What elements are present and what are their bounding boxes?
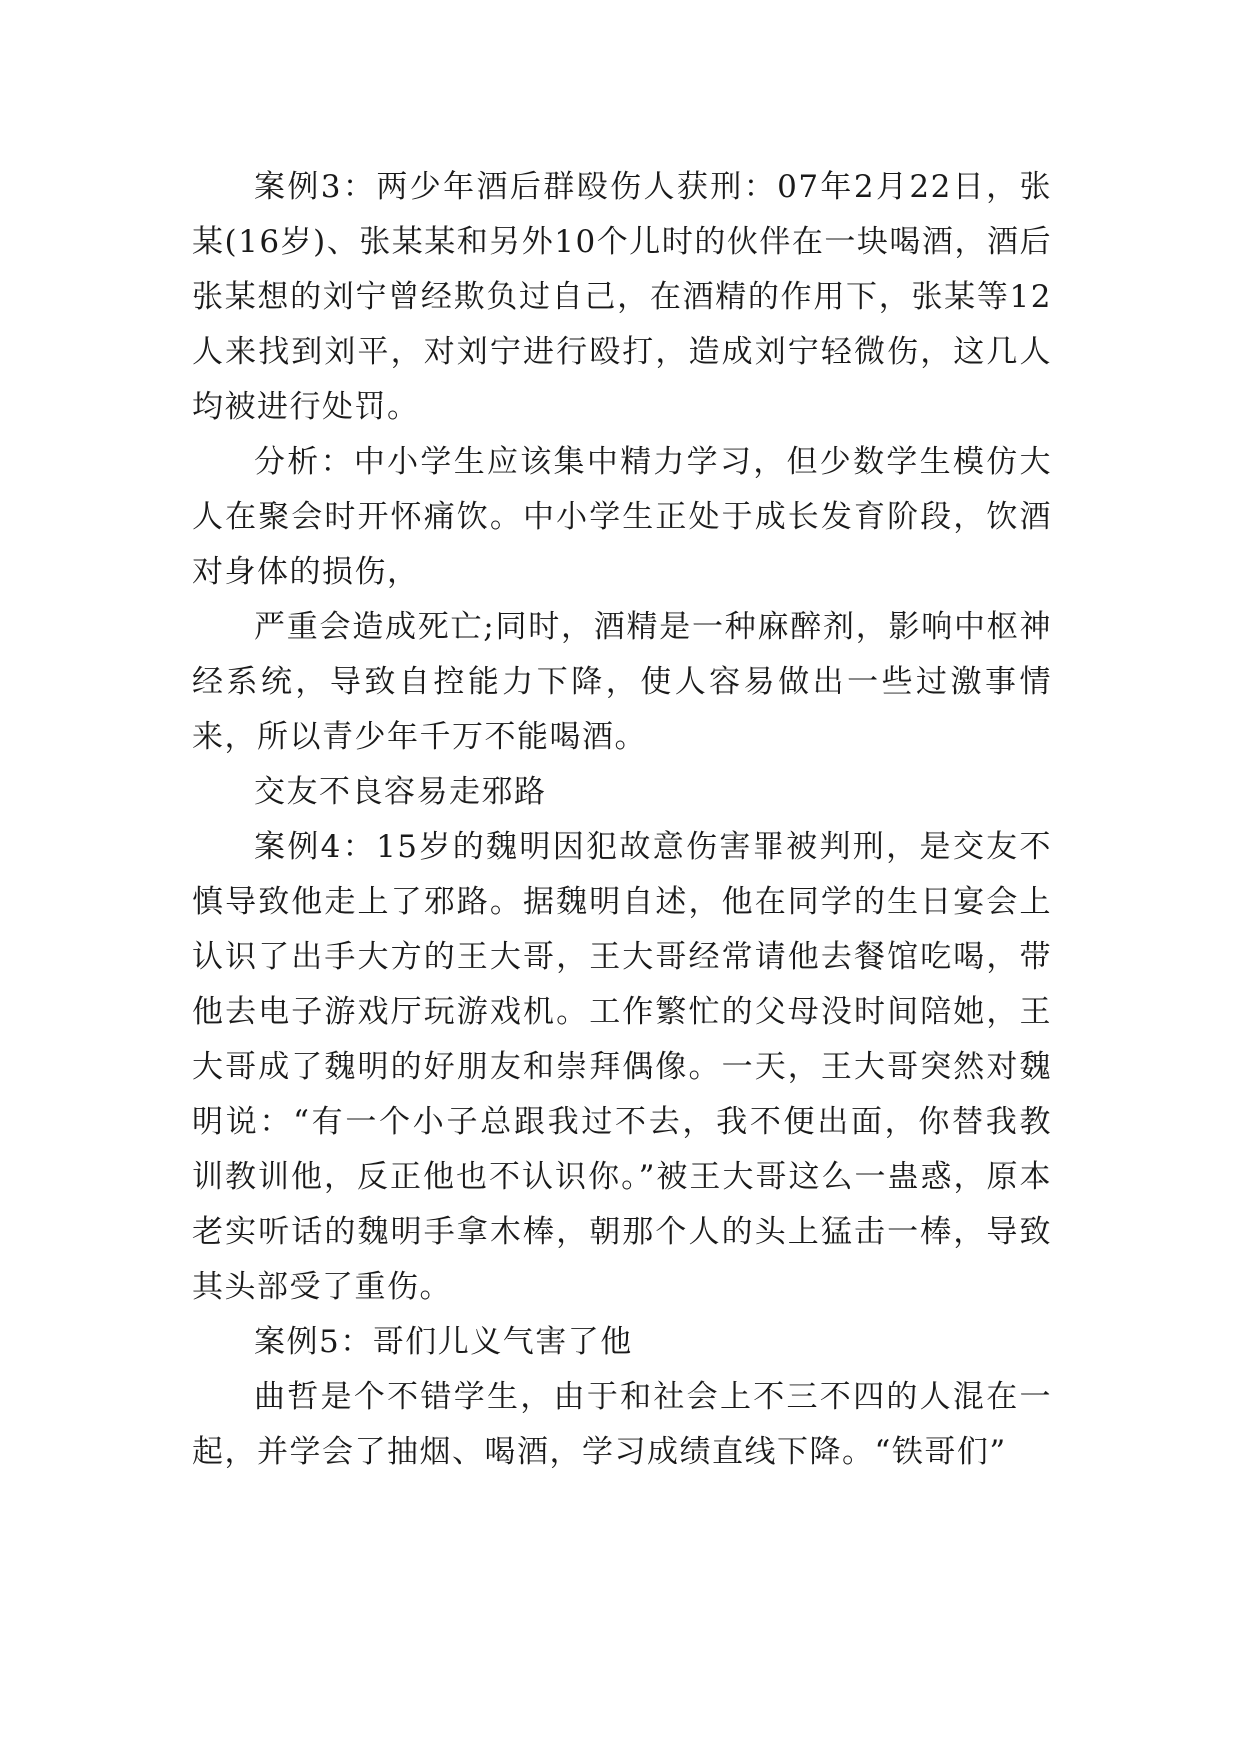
paragraph-case-3: 案例3：两少年酒后群殴伤人获刑：07年2月22日，张某(16岁)、张某某和另外10个儿时的伙伴在一块喝酒，酒后张某想的刘宁曾经欺负过自己，在酒精的作用下，张某等12人来找到刘平，对刘宁进行殴打，造成刘宁轻微伤，这几人均被进行处罚。 bbox=[192, 169, 1052, 425]
paragraph-analysis: 分析：中小学生应该集中精力学习，但少数学生模仿大人在聚会时开怀痛饮。中小学生正处于成长发育阶段，饮酒对身体的损伤， bbox=[192, 444, 1052, 590]
paragraph-analysis-continued: 严重会造成死亡;同时，酒精是一种麻醉剂，影响中枢神经系统，导致自控能力下降，使人容易做出一些过激事情来，所以青少年千万不能喝酒。 bbox=[192, 609, 1052, 755]
document-body bbox=[192, 160, 1052, 1480]
paragraph-case-5: 曲哲是个不错学生，由于和社会上不三不四的人混在一起，并学会了抽烟、喝酒，学习成绩直线下降。“铁哥们” bbox=[192, 1379, 1052, 1470]
paragraph-case-4: 案例4：15岁的魏明因犯故意伤害罪被判刑，是交友不慎导致他走上了邪路。据魏明自述，他在同学的生日宴会上认识了出手大方的王大哥，王大哥经常请他去餐馆吃喝，带他去电子游戏厅玩游戏机。工作繁忙的父母没时间陪她，王大哥成了魏明的好朋友和崇拜偶像。一天，王大哥突然对魏明说：“有一个小子总跟我过不去，我不便出面，你替我教训教训他，反正他也不认识你。”被王大哥这么一蛊惑，原本老实听话的魏明手拿木棒，朝那个人的头上猛击一棒，导致其头部受了重伤。 bbox=[192, 829, 1052, 1305]
section-heading-case-5: 案例5：哥们儿义气害了他 bbox=[254, 1324, 633, 1360]
section-heading-bad-friends: 交友不良容易走邪路 bbox=[254, 774, 547, 810]
